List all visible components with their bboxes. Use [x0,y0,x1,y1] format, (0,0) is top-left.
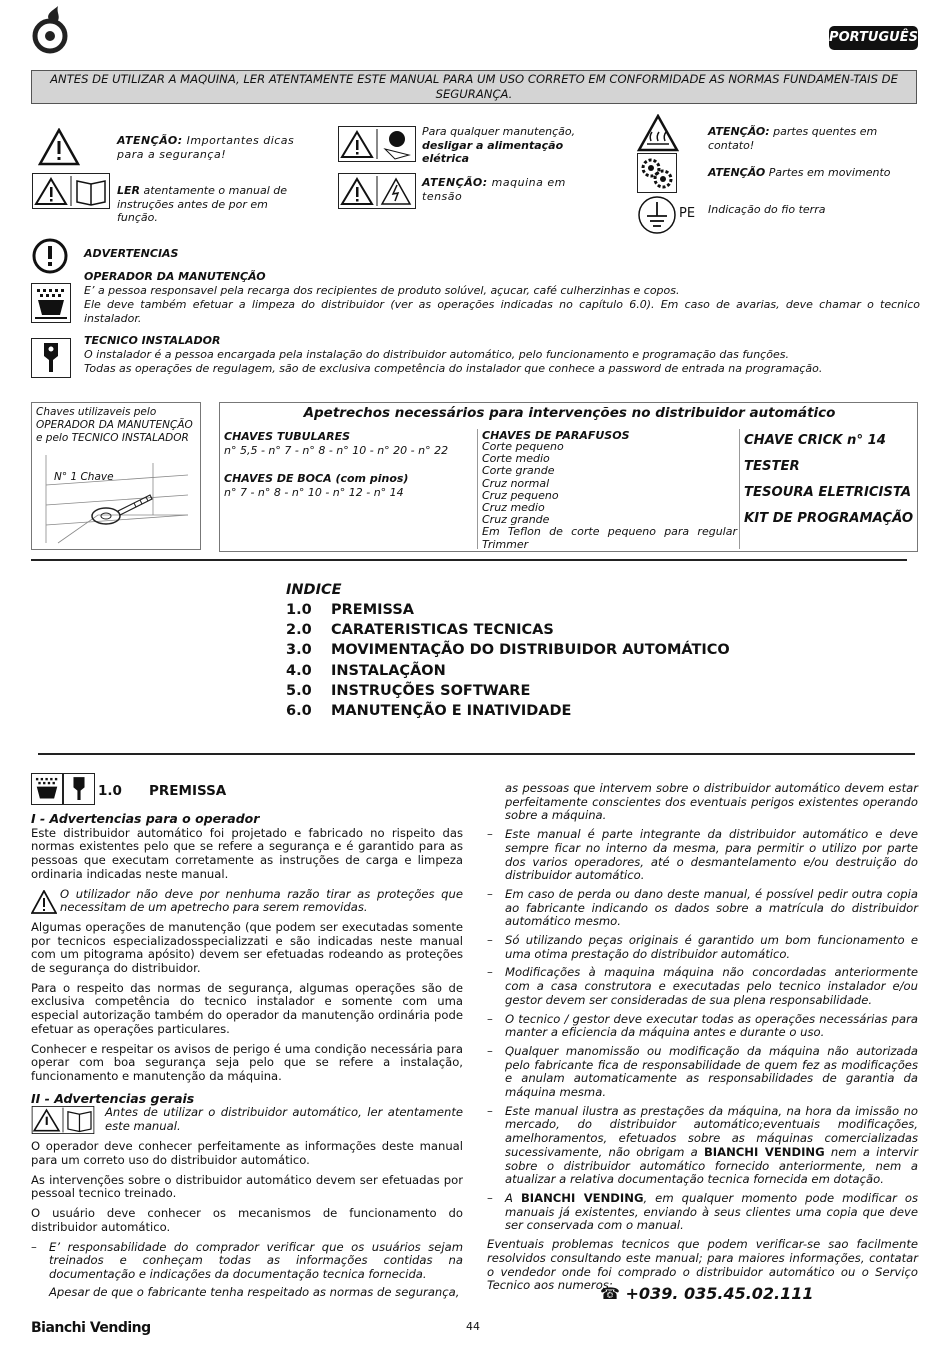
earth-indication-text: Indicação do fio terra [708,203,826,216]
list-item: – Este manual ilustra as prestações da máquina, na hora da imissão no mercado, do distribuidor automático;eventuais modificações, amelhoramentos, efetuados sobre as máquinas comercializadas sucessivamente, não obrigam a BIANCHI VENDING nem a intervir sobre o distribuidor automático fornecido anteriormente, nem a atualizar a relativa documentação tecnica fornecida em dotação. [487,1103,918,1187]
list-item: CHAVE CRICK n° 14 [744,433,886,448]
tools-box [219,402,918,552]
list-item: Cruz grande [482,513,550,527]
list-item: as pessoas que intervem sobre o distribuidor automático devem estar perfeitamente conscientes dos eventuais perigos existentes operando sobre a máquina. [505,781,918,823]
tubular-title: CHAVES TUBULARES [224,430,351,443]
screwdrivers-title: CHAVES DE PARAFUSOS [482,429,630,442]
warning-triangle-icon [38,128,80,170]
right-column [487,782,918,1293]
safety-warning-banner: ANTES DE UTILIZAR A MAQUINA, LER ATENTAMENTE ESTE MANUAL PARA UM USO CORRETO EM CONFORMIDADE AS NORMAS FUNDAMEN-TAIS DE SEGURANÇA. [31,70,917,104]
read-manual-text: LER atentamente o manual de instruções antes de por em função. [117,184,288,224]
tools-right-list [744,428,913,532]
toc-item-6[interactable]: 6.0 MANUTENÇÃO E INATIVIDADE [286,703,572,719]
tubular-values: n° 5,5 - n° 7 - n° 8 - n° 10 - n° 20 - n° 22 [224,444,449,457]
technician-title: TECNICO INSTALADOR [84,334,221,347]
list-item: – O tecnico / gestor deve executar todas as operações necessárias para manter a eficiencia da máquina antes e durante o uso. [487,1011,918,1040]
list-item: Cruz normal [482,476,550,490]
list-item: Corte medio [482,452,550,466]
maintenance-disconnect-text: Para qualquer manutenção, desligar a alimentação elétrica [422,125,576,165]
pe-label: PE [679,206,696,221]
tension-warning-text: ATENÇÃO: maquina em tensão [422,176,566,203]
phone-icon: ☎ [600,1284,620,1303]
list-item: Cruz pequeno [482,488,559,502]
earth-ground-icon [637,195,677,239]
toc-item-2[interactable]: 2.0 CARATERISTICAS TECNICAS [286,622,554,638]
subsection-title-2: II - Advertencias gerais [31,1090,195,1106]
warnings-title: ADVERTENCIAS [84,247,179,260]
bianchi-logo-icon [30,6,70,54]
screwdrivers-list [482,441,737,551]
paragraph: Este distribuidor automático foi projetado e fabricado no rispeito das normas existentes pelo que se refere a segurança e é garantido para as pessoas que executam corretamente as instruções de carga e limpeza ordinaria indicadas neste manual. [31,825,463,881]
divider [31,559,907,561]
toc-item-4[interactable]: 4.0 INSTALAÇÃON [286,663,446,679]
list-item: – Em caso de perda ou dano deste manual, é possível pedir outra copia ao fabricante indicando os dados sobre a matrícula do distribuidor automático mesmo. [487,886,918,929]
list-item: Em Teflon de corte pequeno para regular Trimmer [482,525,737,551]
maintenance-operator-icon [31,773,63,805]
list-item: – E’ responsabilidade do comprador verificar que os usuários sejam treinados e conheçam todas as informações contidas na documentação e indicações da documentação tecnica fornecida. [31,1239,463,1281]
subsection-title-1: I - Advertencias para o operador [31,811,260,826]
paragraph: Algumas operações de manutenção (que podem ser executadas somente por tecnicos especializadosspecializzati e são indicadas neste manual com um pitograma apósito) devem ser efetuadas rodeando as proteções de segurança do distribuidor. [31,919,463,976]
list-item: KIT DE PROGRAMAÇÃO [744,511,914,526]
technician-key-icon [31,338,71,378]
list-item: Apesar de que o fabricante tenha respeitado as normas de segurança, [49,1284,460,1299]
list-item: TESOURA ELETRICISTA [744,485,912,500]
paragraph: Para o respeito das normas de segurança, algumas operações são de exclusiva competência do tecnico instalador e somente com uma especial autorização também do operador da manutenção ordinária pode efetuar as operações particulares. [31,980,463,1036]
attention-safety-text: ATENÇÃO: Importantes dicas para a segurança! [117,134,295,161]
boca-title: CHAVES DE BOCA (com pinos) [224,472,409,485]
boca-values: n° 7 - n° 8 - n° 10 - n° 12 - n° 14 [224,486,404,499]
paragraph: Conhecer e respeitar os avisos de perigo é uma condição necessária para operar com boa segurança seja pelo que se refere a instalação, funcionamento e manutenção da máquina. [31,1041,463,1083]
page-number: 44 [466,1320,480,1333]
keys-box [31,402,201,550]
moving-parts-text: ATENÇÃO Partes em movimento [708,166,891,179]
list-item: – Só utilizando peças originais é garantido um bom funcionamento e uma otima prestação do distribuidor automático. [487,933,918,961]
keys-illustration [38,455,198,551]
technician-description-2: Todas as operações de regulagem, são de exclusiva competência do instalador que conhece a password de entrada na programação. [84,362,823,375]
section-title: PREMISSA [149,783,227,799]
list-item: – Este manual é parte integrante da distribuidor automático e deve sempre ficar no interno da mesma, para permitir o utilizo por parte dos varios operadores, até o desmantelamento e/ou destruição do distribuidor automático. [487,827,918,883]
operator-description-1: E’ a pessoa responsavel pela recarga dos recipientes de produto solúvel, açucar, café culherzinhas e copos. [84,284,680,297]
list-item: – A BIANCHI VENDING, em qualquer momento pode modificar os manuais já existentes, enviando à seus clientes uma copia que deve ser conservada com o manual. [487,1190,918,1233]
keys-box-text: Chaves utilizaveis pelo OPERADOR DA MANUTENÇÃO e pelo TECNICO INSTALADOR [36,406,193,444]
technician-key-icon [63,773,95,805]
toc-item-3[interactable]: 3.0 MOVIMENTAÇÃO DO DISTRIBUIDOR AUTOMÁTICO [286,642,730,658]
toc-item-5[interactable]: 5.0 INSTRUÇÕES SOFTWARE [286,683,531,699]
list-item: Corte grande [482,464,555,478]
toc-item-1[interactable]: 1.0 PREMISSA [286,602,414,618]
key-label: N° 1 Chave [54,471,114,483]
warning-note: O utilizador não deve por nenhuma razão tirar as proteções que necessitam de um apetrecho para serem removidas. [31,888,463,915]
list-item: Corte pequeno [482,440,564,453]
list-item: – Modificações à maquina máquina não concordadas anteriormente com a casa construtora e executadas pelo tecnico instalador e/ou gestor devem ser consideradas de sua plena responsabilidade. [487,965,918,1007]
read-manual-icon [32,173,110,209]
left-column [31,812,463,1299]
maintenance-operator-icon [31,283,71,323]
technician-description-1: O instalador é a pessoa encargada pela instalação do distribuidor automático, pelo funcionamento e programação das funções. [84,348,789,361]
paragraph: O operador deve conhecer perfeitamente as informações deste manual para um correto uso do distribuidor automático. [31,1139,463,1168]
tools-title: Apetrechos necessários para intervenções no distribuidor automático [303,405,836,421]
phone-number: ☎ +039. 035.45.02.111 [600,1284,814,1303]
hot-parts-text: ATENÇÃO: partes quentes em contato! [708,125,878,152]
footer-brand: Bianchi Vending [31,1320,151,1336]
warning-note: Antes de utilizar o distribuidor automático, ler atentamente este manual. [31,1106,463,1134]
paragraph: O usuário deve conhecer os mecanismos de funcionamento do distribuidor automático. [31,1206,463,1234]
list-item: – Qualquer manomissão ou modificação da máquina não autorizada pelo fabricante fica de responsabilidade de quem fez as modificações e anulam automaticamente as responsabilidades de garantia da máquina mesma. [487,1043,918,1100]
electric-tension-icon [338,173,416,209]
operator-description-2: Ele deve também efetuar a limpeza do distribuidor (ver as operações indicadas no capítulo 6.0). Em caso de avarias, deve chamar o tecnico instalador. [84,298,920,325]
exclamation-circle-icon [31,237,69,279]
language-badge: PORTUGUÊS [829,26,918,50]
warning-triangle-icon [31,890,57,914]
operator-title: OPERADOR DA MANUTENÇÃO [84,270,266,283]
hot-surface-icon [637,114,679,156]
read-manual-icon [31,1106,95,1134]
paragraph: As intervenções sobre o distribuidor automático devem ser efetuadas por pessoal tecnico treinado. [31,1172,463,1201]
list-item: Cruz medio [482,501,545,515]
moving-gears-icon [637,153,677,193]
list-item: TESTER [744,459,800,474]
paragraph: Eventuais problemas tecnicos que podem verificar-se sao facilmente resolvidos consultando este manual; para maiores informações, contatar o vendedor onde foi comprado o distribuidor automático ou o Serviço Tecnico aos numeros: [487,1237,918,1293]
index-title: INDICE [286,582,342,598]
section-number: 1.0 [98,783,122,799]
divider [38,753,915,755]
disconnect-power-icon [338,126,416,162]
